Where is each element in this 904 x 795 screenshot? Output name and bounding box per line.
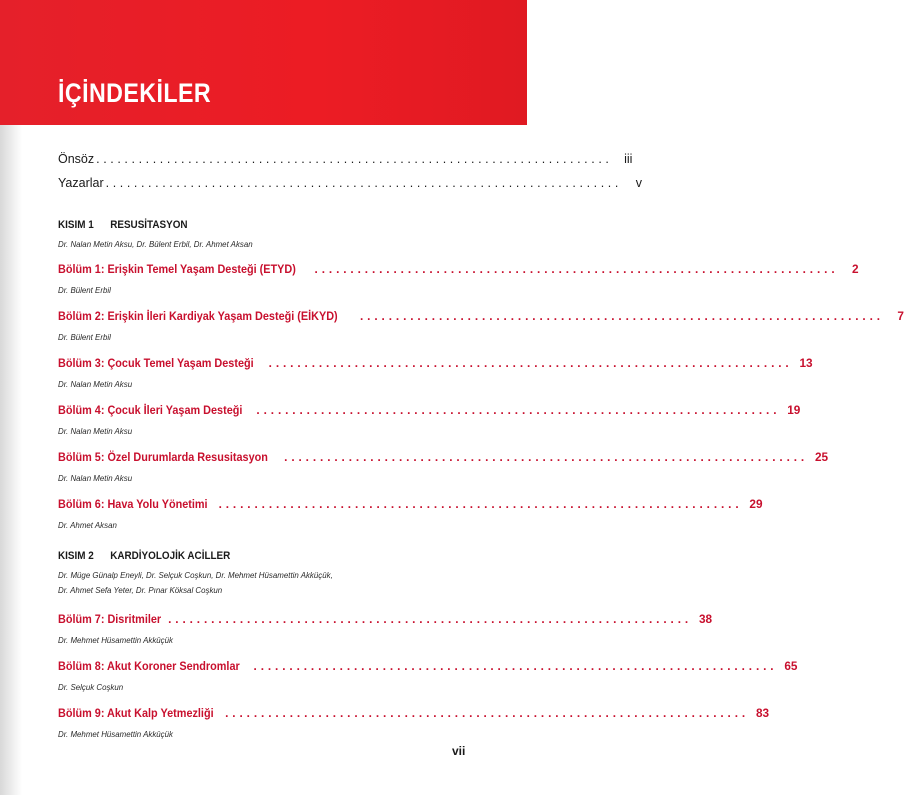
toc-page-number: v xyxy=(635,176,642,190)
page-title: İÇİNDEKİLER xyxy=(58,78,212,108)
chapter-author: Dr. Selçuk Coşkun xyxy=(58,682,124,692)
chapter-title: Bölüm 4: Çocuk İleri Yaşam Desteği xyxy=(58,403,243,417)
chapter-author: Dr. Ahmet Aksan xyxy=(58,520,117,530)
toc-chapter-2[interactable] xyxy=(58,309,904,323)
chapter-title: Bölüm 6: Hava Yolu Yönetimi xyxy=(58,497,208,511)
part-label: KISIM 2 xyxy=(58,550,94,562)
toc-page-number: 29 xyxy=(749,497,763,511)
leader-dots: ......................................................................... xyxy=(168,612,693,626)
part-heading xyxy=(58,219,188,231)
toc-page-number: 83 xyxy=(755,706,770,720)
toc-entry-label: Yazarlar xyxy=(58,176,104,190)
chapter-title: Bölüm 9: Akut Kalp Yetmezliği xyxy=(58,706,214,720)
page-number: vii xyxy=(452,744,466,758)
toc-chapter-5[interactable] xyxy=(58,450,829,464)
leader-dots: ......................................................................... xyxy=(314,262,839,276)
toc-chapter-1[interactable] xyxy=(58,262,859,276)
toc-entry-label: Önsöz xyxy=(58,152,95,166)
part-heading xyxy=(58,550,230,562)
toc-page-number: 2 xyxy=(851,262,859,276)
toc-chapter-8[interactable] xyxy=(58,659,798,673)
part-title: RESUSİTASYON xyxy=(110,219,188,231)
chapter-title: Bölüm 5: Özel Durumlarda Resusitasyon xyxy=(58,450,268,464)
toc-chapter-3[interactable] xyxy=(58,356,813,370)
leader-dots: ......................................................................... xyxy=(218,497,743,511)
part-authors: Dr. Nalan Metin Aksu, Dr. Bülent Erbil, Dr. Ahmet Aksan xyxy=(58,239,253,249)
toc-chapter-7[interactable] xyxy=(58,612,713,626)
toc-page-number: 13 xyxy=(799,356,813,370)
chapter-title: Bölüm 3: Çocuk Temel Yaşam Desteği xyxy=(58,356,254,370)
toc-chapter-9[interactable] xyxy=(58,706,770,720)
leader-dots: ......................................................................... xyxy=(256,403,781,417)
chapter-title: Bölüm 7: Disritmiler xyxy=(58,612,162,626)
chapter-author: Dr. Mehmet Hüsamettin Akküçük xyxy=(58,635,173,645)
leader-dots: ......................................................................... xyxy=(284,450,809,464)
chapter-author: Dr. Mehmet Hüsamettin Akküçük xyxy=(58,729,173,739)
toc-chapter-4[interactable] xyxy=(58,403,801,417)
toc-page-number: 38 xyxy=(698,612,713,626)
toc-page-number: 19 xyxy=(787,403,801,417)
chapter-author: Dr. Nalan Metin Aksu xyxy=(58,426,133,436)
part-authors: Dr. Ahmet Sefa Yeter, Dr. Pınar Köksal Coşkun xyxy=(58,585,223,595)
toc-entry-authors-list[interactable] xyxy=(58,176,642,190)
leader-dots: ......................................................................... xyxy=(360,309,884,323)
toc-page-number: 25 xyxy=(814,450,829,464)
chapter-author: Dr. Nalan Metin Aksu xyxy=(58,379,133,389)
chapter-author: Dr. Nalan Metin Aksu xyxy=(58,473,133,483)
leader-dots: ......................................................................... xyxy=(253,659,778,673)
chapter-author: Dr. Bülent Erbil xyxy=(58,332,111,342)
leader-dots: ......................................................................... xyxy=(96,152,613,166)
part-title: KARDİYOLOJİK ACİLLER xyxy=(110,550,231,562)
header-band xyxy=(0,0,527,125)
toc-page-number: 7 xyxy=(897,309,904,323)
chapter-title: Bölüm 1: Erişkin Temel Yaşam Desteği (ETYD) xyxy=(58,262,296,276)
toc-page-number: 65 xyxy=(784,659,798,673)
toc-chapter-6[interactable] xyxy=(58,497,763,511)
chapter-title: Bölüm 8: Akut Koroner Sendromlar xyxy=(58,659,240,673)
leader-dots: ......................................................................... xyxy=(105,176,622,190)
toc-entry-preface[interactable] xyxy=(58,152,633,166)
part-label: KISIM 1 xyxy=(58,219,94,231)
part-authors: Dr. Müge Günalp Eneyli, Dr. Selçuk Coşkun, Dr. Mehmet Hüsamettin Akküçük, xyxy=(58,570,333,580)
chapter-title: Bölüm 2: Erişkin İleri Kardiyak Yaşam Desteği (EİKYD) xyxy=(58,309,338,323)
leader-dots: ......................................................................... xyxy=(268,356,793,370)
leader-dots: ......................................................................... xyxy=(225,706,750,720)
toc-page-number: iii xyxy=(624,152,633,166)
chapter-author: Dr. Bülent Erbil xyxy=(58,285,111,295)
